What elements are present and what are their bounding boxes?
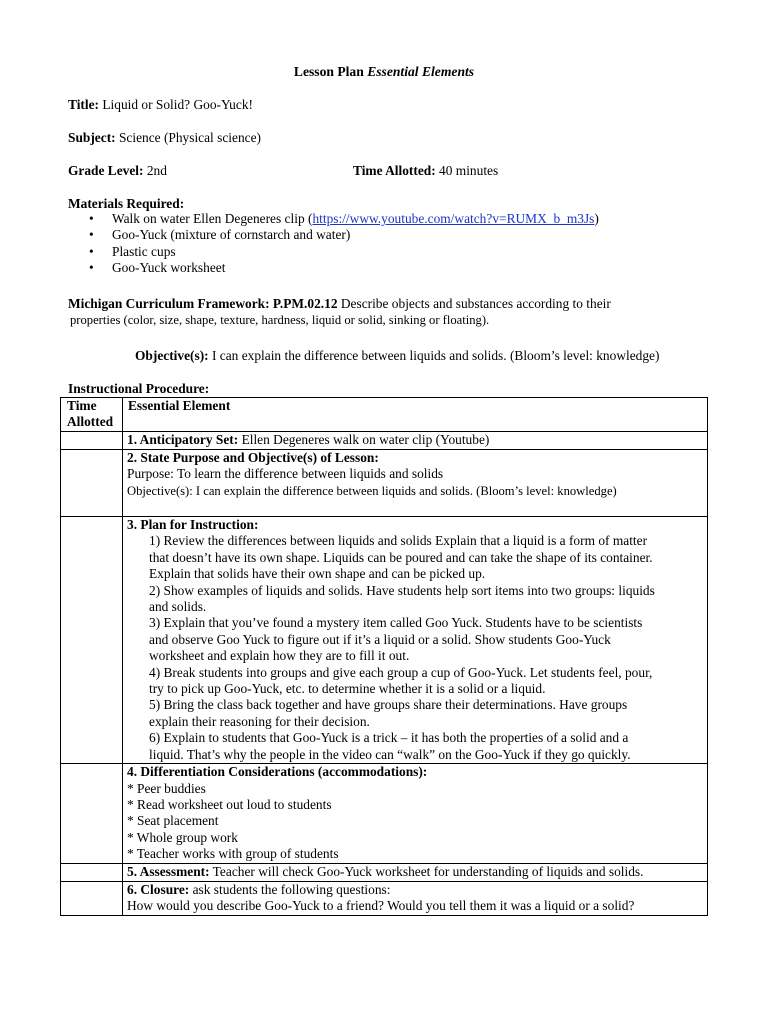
heading-italic: Essential Elements bbox=[367, 64, 475, 79]
time-cell bbox=[61, 764, 123, 863]
plan-cell bbox=[123, 517, 708, 764]
purpose-objective-text: Objective(s): I can explain the difference between liquids and solids. (Bloom’s level: knowledge) bbox=[127, 483, 617, 498]
table-row bbox=[61, 764, 708, 863]
plan-line: 6) Explain to students that Goo-Yuck is a trick – it has both the properties of a solid and a bbox=[149, 730, 629, 746]
subject-label: Subject: bbox=[68, 130, 116, 145]
title-value: Liquid or Solid? Goo-Yuck! bbox=[99, 97, 253, 112]
plan-line: Explain that solids have their own shape and can be picked up. bbox=[149, 566, 486, 582]
plan-line: 4) Break students into groups and give each group a cup of Goo-Yuck. Let students feel, pour, bbox=[149, 664, 653, 680]
plan-line: 1) Review the differences between liquids and solids Explain that a liquid is a form of matter bbox=[149, 533, 648, 549]
grade-level-field bbox=[68, 163, 167, 179]
table-row bbox=[61, 517, 708, 764]
differentiation-label: 4. Differentiation Considerations (accommodations): bbox=[127, 764, 428, 780]
plan-line: and observe Goo Yuck to figure out if it’s a liquid or a solid. Show students Goo-Yuck bbox=[149, 631, 611, 647]
objective-statement bbox=[135, 348, 659, 364]
grade-level-label: Grade Level: bbox=[68, 163, 144, 178]
differentiation-item: * Seat placement bbox=[127, 813, 219, 829]
grade-level-value: 2nd bbox=[143, 163, 167, 178]
closure-cell bbox=[123, 881, 708, 915]
plan-line: and solids. bbox=[149, 599, 207, 615]
plan-line: 2) Show examples of liquids and solids. Have students help sort items into two groups: liquids bbox=[149, 582, 655, 598]
title-label: Title: bbox=[68, 97, 99, 112]
assessment-label: 5. Assessment: bbox=[127, 863, 210, 879]
material-item: • Goo-Yuck worksheet bbox=[68, 260, 599, 276]
purpose-text: Purpose: To learn the difference between liquids and solids bbox=[127, 466, 444, 482]
assessment-text: Teacher will check Goo-Yuck worksheet for understanding of liquids and solids. bbox=[209, 863, 644, 879]
time-allotted-label: Time Allotted: bbox=[353, 163, 436, 178]
closure-label: 6. Closure: bbox=[127, 881, 190, 897]
plan-line: explain their reasoning for their decision. bbox=[149, 713, 370, 729]
framework-text-continued: properties (color, size, shape, texture, hardness, liquid or solid, sinking or floating). bbox=[70, 313, 490, 328]
time-cell bbox=[61, 450, 123, 517]
document-heading bbox=[0, 64, 768, 80]
table-row bbox=[61, 881, 708, 915]
plan-line: that doesn’t have its own shape. Liquids can be poured and can take the shape of its container. bbox=[149, 549, 653, 565]
purpose-cell bbox=[123, 450, 708, 517]
title-field bbox=[68, 97, 253, 113]
differentiation-cell bbox=[123, 764, 708, 863]
material-item: • Goo-Yuck (mixture of cornstarch and water) bbox=[68, 227, 599, 243]
youtube-link[interactable]: https://www.youtube.com/watch?v=RUMX_b_m3Js bbox=[312, 211, 595, 226]
table-row bbox=[61, 863, 708, 881]
time-allotted-field bbox=[353, 163, 498, 179]
time-cell bbox=[61, 432, 123, 450]
heading-plain: Lesson Plan bbox=[293, 64, 368, 79]
time-cell bbox=[61, 881, 123, 915]
curriculum-framework bbox=[68, 296, 708, 329]
plan-label: 3. Plan for Instruction: bbox=[127, 517, 259, 532]
procedure-table bbox=[60, 397, 708, 916]
plan-line: worksheet and explain how they are to fill it out. bbox=[149, 648, 410, 664]
differentiation-item: * Teacher works with group of students bbox=[127, 846, 339, 862]
plan-line: try to pick up Goo-Yuck, etc. to determine whether it is a solid or a liquid. bbox=[149, 681, 546, 697]
differentiation-item: * Peer buddies bbox=[127, 780, 206, 796]
plan-line: 3) Explain that you’ve found a mystery item called Goo Yuck. Students have to be scientists bbox=[149, 615, 643, 631]
differentiation-item: * Read worksheet out loud to students bbox=[127, 796, 332, 812]
table-row bbox=[61, 450, 708, 517]
table-header-row bbox=[61, 398, 708, 432]
assessment-cell bbox=[123, 863, 708, 881]
subject-field bbox=[68, 130, 261, 146]
column-header-time: Time Allotted bbox=[61, 398, 123, 432]
plan-line: liquid. That’s why the people in the video can “walk” on the Goo-Yuck if they go quickly. bbox=[149, 746, 631, 762]
plan-steps bbox=[127, 533, 707, 763]
purpose-label: 2. State Purpose and Objective(s) of Lesson: bbox=[127, 450, 379, 465]
anticipatory-set-cell bbox=[123, 432, 708, 450]
time-cell bbox=[61, 517, 123, 764]
objective-label: Objective(s): bbox=[135, 348, 209, 363]
differentiation-item: * Whole group work bbox=[127, 829, 238, 845]
framework-text: Describe objects and substances according to their bbox=[337, 296, 611, 311]
time-cell bbox=[61, 863, 123, 881]
material-item: • Plastic cups bbox=[68, 244, 599, 260]
column-header-element: Essential Element bbox=[123, 398, 708, 432]
subject-value: Science (Physical science) bbox=[115, 130, 261, 145]
closure-text: ask students the following questions: bbox=[189, 881, 391, 897]
material-item-text: Walk on water Ellen Degeneres clip ( bbox=[112, 211, 313, 226]
material-item-close: ) bbox=[594, 211, 599, 226]
table-row bbox=[61, 432, 708, 450]
objective-text: I can explain the difference between liquids and solids. (Bloom’s level: knowledge) bbox=[208, 348, 660, 363]
material-item bbox=[68, 211, 599, 227]
closure-question: How would you describe Goo-Yuck to a friend? Would you tell them it was a liquid or a solid? bbox=[127, 897, 635, 913]
materials-list bbox=[68, 211, 599, 277]
procedure-label: Instructional Procedure: bbox=[68, 381, 210, 396]
time-allotted-value: 40 minutes bbox=[435, 163, 499, 178]
framework-label: Michigan Curriculum Framework: P.PM.02.12 bbox=[68, 296, 338, 311]
materials-label: Materials Required: bbox=[68, 196, 185, 211]
anticipatory-text: Ellen Degeneres walk on water clip (Youtube) bbox=[238, 432, 490, 447]
plan-line: 5) Bring the class back together and have groups share their determinations. Have groups bbox=[149, 697, 628, 713]
anticipatory-label: 1. Anticipatory Set: bbox=[127, 432, 239, 447]
